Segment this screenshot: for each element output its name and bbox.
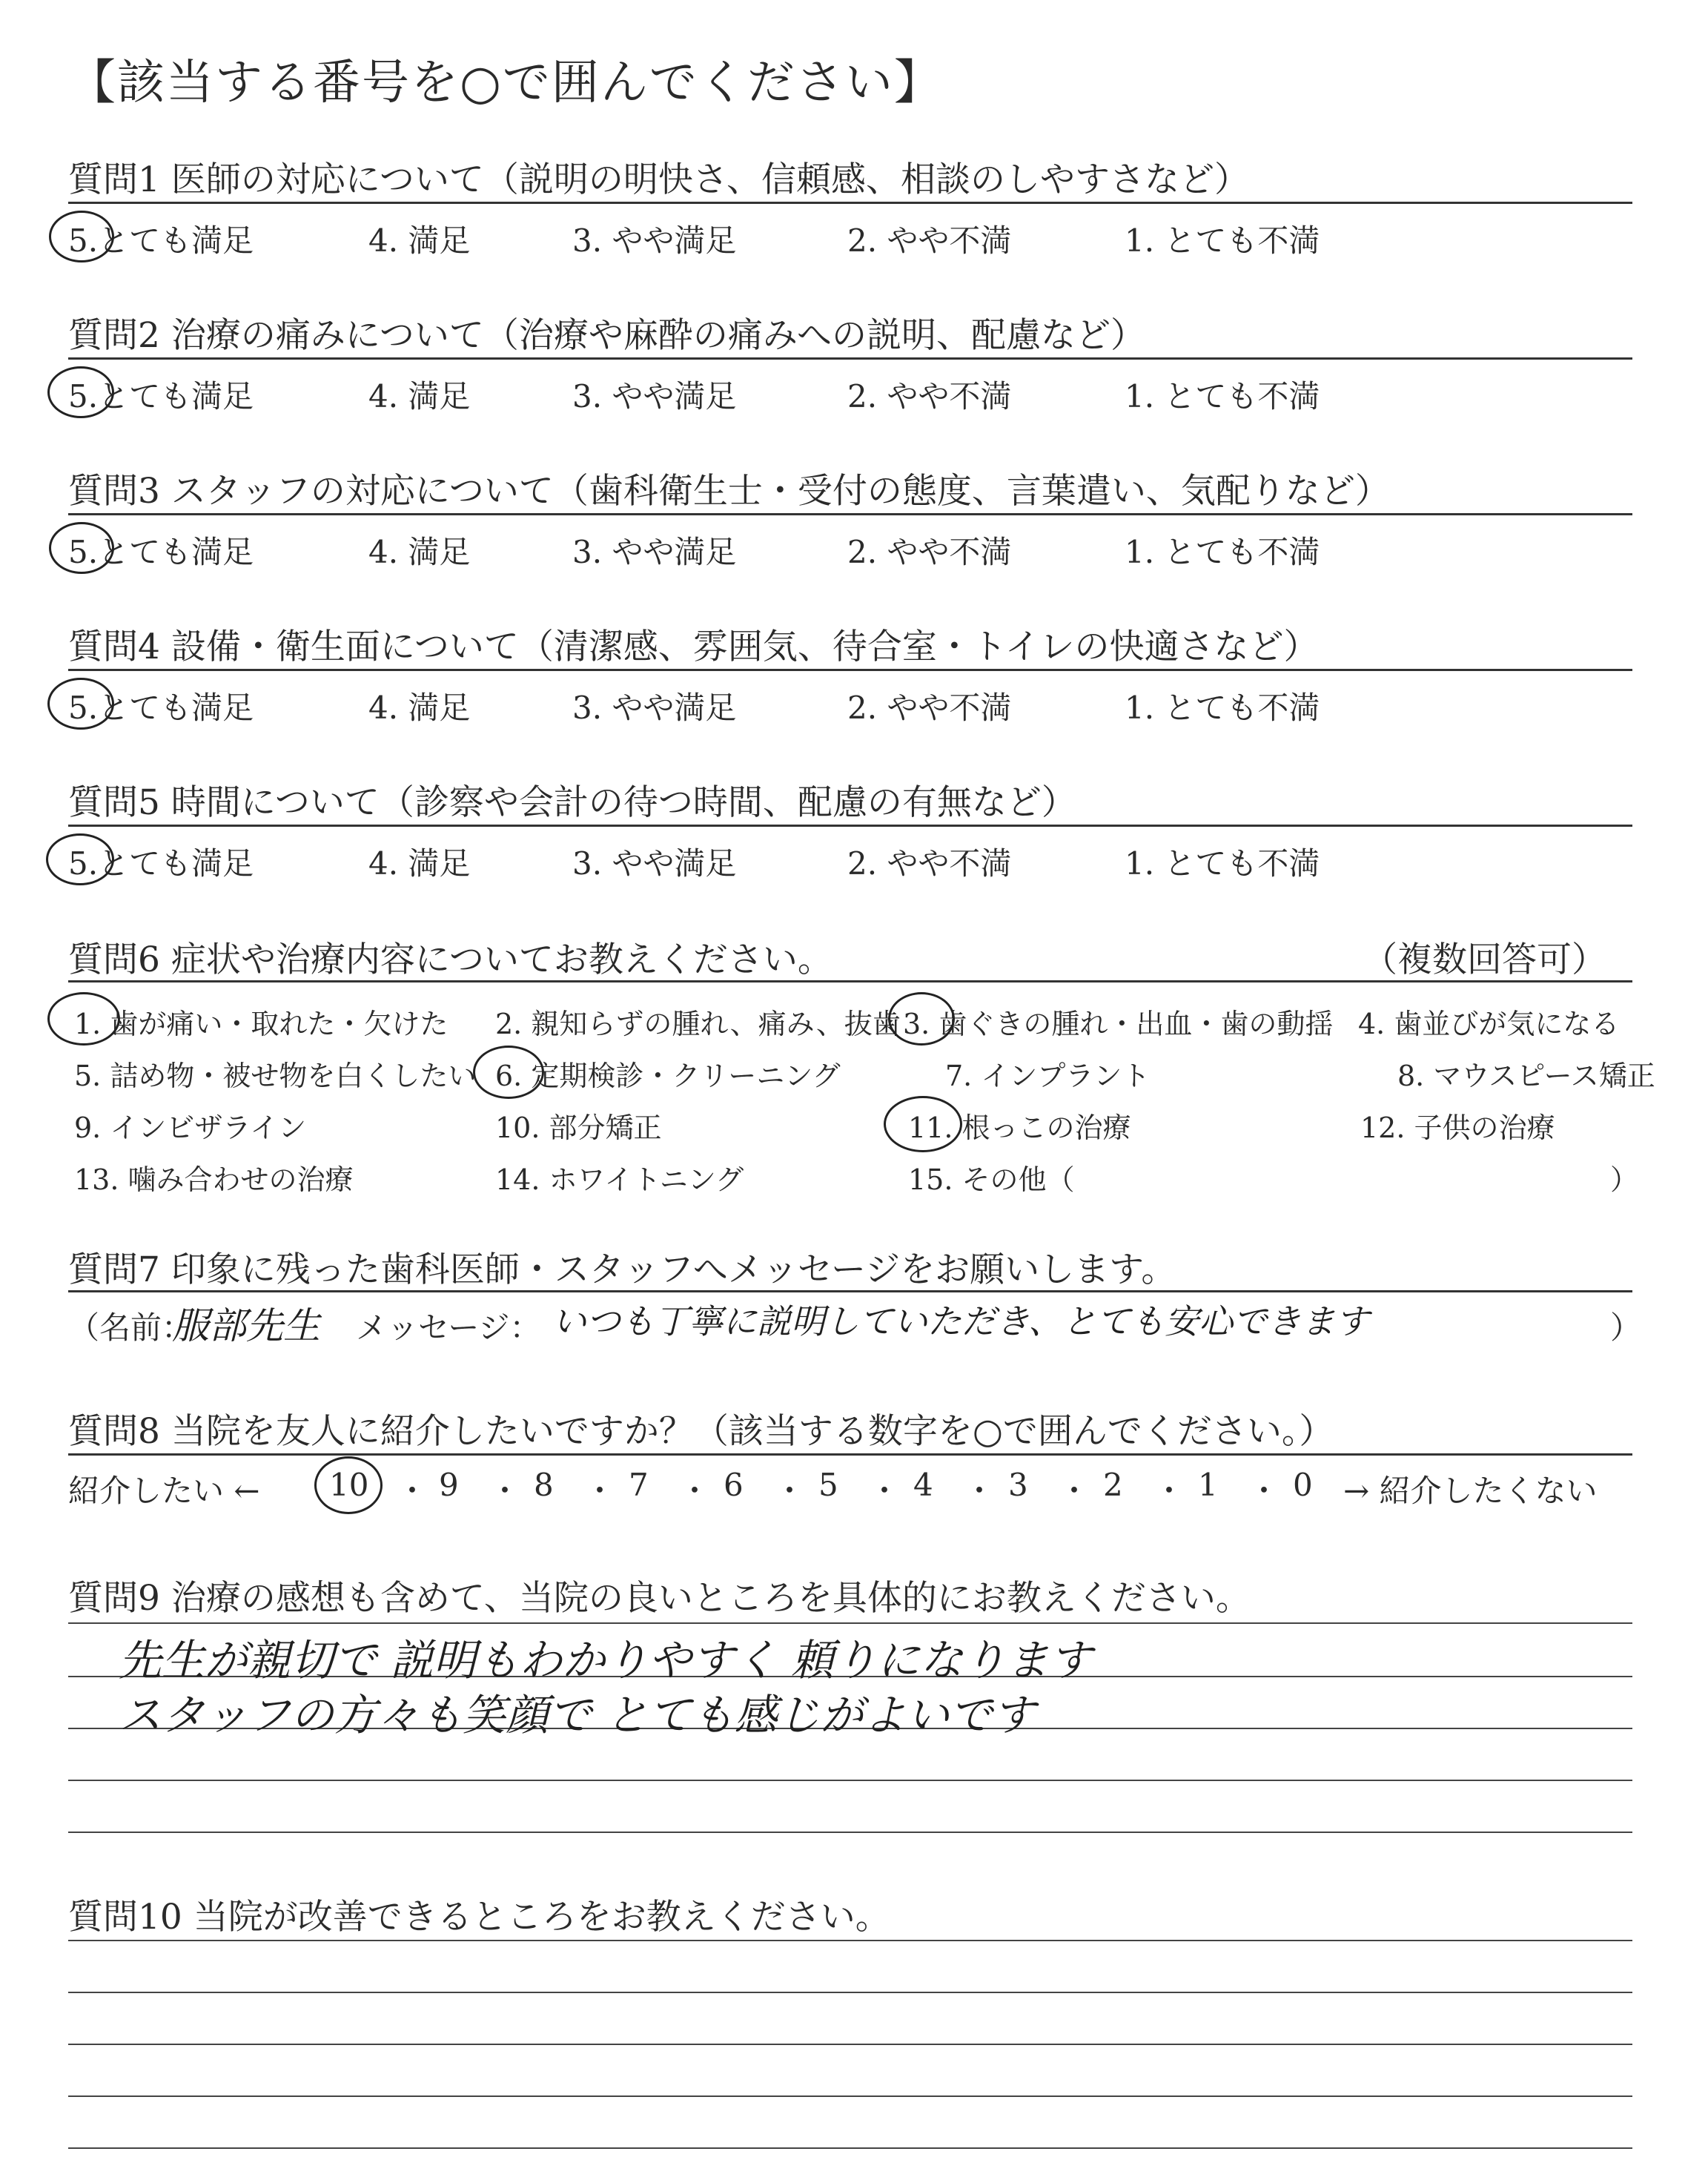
q5-option-4[interactable]: 4. 満足: [368, 845, 471, 882]
q7-name-answer[interactable]: 服部先生: [172, 1304, 320, 1347]
q8-scale-dot: ・: [869, 1473, 901, 1509]
q4-rule: [68, 669, 1632, 671]
q3-option-1[interactable]: 1. とても不満: [1125, 534, 1320, 570]
q3-title: 質問3 スタッフの対応について（歯科衛生士・受付の態度、言葉遣い、気配りなど）: [68, 471, 1390, 512]
q7-message-label: メッセージ：: [356, 1309, 541, 1346]
q8-scale-4[interactable]: 4: [913, 1467, 933, 1503]
q5-option-1[interactable]: 1. とても不満: [1125, 845, 1320, 882]
q6-option-4[interactable]: 4. 歯並びが気になる: [1358, 1008, 1620, 1040]
q6-selection-circle-1: [47, 992, 120, 1046]
q6-option-15-close-paren: ）: [1610, 1163, 1639, 1196]
q8-title: 質問8 当院を友人に紹介したいですか？（該当する数字を○で囲んでください。）: [68, 1411, 1334, 1452]
q6-option-12[interactable]: 12. 子供の治療: [1360, 1112, 1555, 1144]
q6-title: 質問6 症状や治療内容についてお教えください。: [68, 939, 833, 980]
q8-scale-6[interactable]: 6: [724, 1467, 744, 1503]
q6-option-3[interactable]: 3. 歯ぐきの腫れ・出血・歯の動揺: [903, 1008, 1334, 1040]
q2-option-4[interactable]: 4. 満足: [368, 378, 471, 415]
q8-scale-dot: ・: [679, 1473, 711, 1509]
q6-option-9[interactable]: 9. インビザライン: [74, 1112, 307, 1144]
q8-scale-1[interactable]: 1: [1198, 1467, 1218, 1503]
q5-selection-circle: [46, 833, 114, 885]
q8-scale-dot: ・: [1248, 1473, 1280, 1509]
q6-option-5[interactable]: 5. 詰め物・被せ物を白くしたい: [74, 1060, 477, 1092]
q1-rule: [68, 202, 1632, 204]
q2-selection-circle: [47, 366, 114, 418]
q8-scale-8[interactable]: 8: [534, 1467, 554, 1503]
q8-scale-dot: ・: [774, 1473, 806, 1509]
q1-option-1[interactable]: 1. とても不満: [1125, 222, 1320, 259]
q6-option-1[interactable]: 1. 歯が痛い・取れた・欠けた: [74, 1008, 448, 1040]
q4-selection-circle: [47, 678, 114, 730]
q10-line-5[interactable]: [68, 2147, 1632, 2149]
q8-scale-dot: ・: [1059, 1473, 1090, 1509]
q2-option-2[interactable]: 2. やや不満: [847, 378, 1012, 415]
q1-selection-circle: [49, 211, 114, 262]
q9-line-1: [68, 1622, 1632, 1624]
q6-option-14[interactable]: 14. ホワイトニング: [495, 1163, 744, 1196]
q6-option-11[interactable]: 11. 根っこの治療: [908, 1112, 1131, 1144]
q5-option-3[interactable]: 3. やや満足: [572, 845, 737, 882]
q7-name-prefix: （名前：: [68, 1309, 193, 1346]
q8-scale-dot: ・: [584, 1473, 616, 1509]
q1-option-5[interactable]: 5.とても満足: [68, 222, 254, 259]
q6-multiple-answers-note: （複数回答可）: [1363, 939, 1606, 980]
page-heading: 【該当する番号を○で囲んでください】: [68, 56, 943, 110]
q8-left-label: 紹介したい ←: [68, 1473, 260, 1509]
q6-option-6[interactable]: 6. 定期検診・クリーニング: [495, 1060, 841, 1092]
q10-line-4[interactable]: [68, 2095, 1632, 2097]
q2-option-1[interactable]: 1. とても不満: [1125, 378, 1320, 415]
q3-option-4[interactable]: 4. 満足: [368, 534, 471, 570]
q8-right-label: → 紹介したくない: [1343, 1473, 1598, 1509]
q7-message-answer[interactable]: いつも丁寧に説明していただき、とても安心できます: [552, 1301, 1370, 1341]
q8-scale-5[interactable]: 5: [818, 1467, 838, 1503]
q10-line-3[interactable]: [68, 2044, 1632, 2045]
q8-scale-dot: ・: [397, 1473, 428, 1509]
q10-title: 質問10 当院が改善できるところをお教えください。: [68, 1897, 890, 1938]
q6-selection-circle-3: [888, 992, 955, 1046]
q8-scale-7[interactable]: 7: [629, 1467, 649, 1503]
q7-title: 質問7 印象に残った歯科医師・スタッフへメッセージをお願いします。: [68, 1249, 1176, 1290]
q2-option-3[interactable]: 3. やや満足: [572, 378, 737, 415]
q5-rule: [68, 825, 1632, 827]
q8-rule: [68, 1453, 1632, 1456]
q2-rule: [68, 357, 1632, 360]
q3-option-5[interactable]: 5.とても満足: [68, 534, 254, 570]
q8-scale-dot: ・: [1153, 1473, 1185, 1509]
q6-rule: [68, 980, 1632, 982]
q4-option-2[interactable]: 2. やや不満: [847, 690, 1012, 726]
q6-option-8[interactable]: 8. マウスピース矯正: [1397, 1060, 1655, 1092]
q8-scale-9[interactable]: 9: [439, 1467, 459, 1503]
q7-rule: [68, 1290, 1632, 1292]
q8-scale-0[interactable]: 0: [1293, 1467, 1313, 1503]
q9-title: 質問9 治療の感想も含めて、当院の良いところを具体的にお教えください。: [68, 1578, 1251, 1619]
q9-answer-line-2[interactable]: スタッフの方々も笑顔で とても感じがよいです: [119, 1690, 1036, 1740]
q4-option-3[interactable]: 3. やや満足: [572, 690, 737, 726]
q3-rule: [68, 513, 1632, 515]
q5-option-2[interactable]: 2. やや不満: [847, 845, 1012, 882]
q3-option-2[interactable]: 2. やや不満: [847, 534, 1012, 570]
q8-selection-circle: [314, 1456, 383, 1514]
q9-answer-line-1[interactable]: 先生が親切で 説明もわかりやすく 頼りになります: [119, 1635, 1092, 1685]
q1-option-4[interactable]: 4. 満足: [368, 222, 471, 259]
q8-scale-10[interactable]: 10: [329, 1467, 369, 1503]
q3-selection-circle: [49, 522, 114, 574]
q6-option-15[interactable]: 15. その他（: [908, 1163, 1075, 1196]
q9-line-4: [68, 1780, 1632, 1781]
q1-title: 質問1 医師の対応について（説明の明快さ、信頼感、相談のしやすさなど）: [68, 159, 1250, 200]
q7-close-paren: ）: [1610, 1309, 1642, 1346]
q4-option-4[interactable]: 4. 満足: [368, 690, 471, 726]
q6-selection-circle-11: [884, 1096, 962, 1152]
q8-scale-3[interactable]: 3: [1008, 1467, 1028, 1503]
q10-line-1[interactable]: [68, 1940, 1632, 1941]
q6-option-13[interactable]: 13. 噛み合わせの治療: [74, 1163, 354, 1196]
q5-option-5[interactable]: 5.とても満足: [68, 845, 254, 882]
q2-option-5[interactable]: 5.とても満足: [68, 378, 254, 415]
q10-line-2[interactable]: [68, 1992, 1632, 1993]
q5-title: 質問5 時間について（診察や会計の待つ時間、配慮の有無など）: [68, 782, 1076, 823]
q8-scale-dot: ・: [489, 1473, 521, 1509]
q6-option-7[interactable]: 7. インプラント: [945, 1060, 1151, 1092]
q4-option-5[interactable]: 5.とても満足: [68, 690, 254, 726]
q8-scale-2[interactable]: 2: [1103, 1467, 1123, 1503]
q2-title: 質問2 治療の痛みについて（治療や麻酔の痛みへの説明、配慮など）: [68, 315, 1145, 356]
q6-option-10[interactable]: 10. 部分矯正: [495, 1112, 662, 1144]
q1-option-3[interactable]: 3. やや満足: [572, 222, 737, 259]
q4-title: 質問4 設備・衛生面について（清潔感、雰囲気、待合室・トイレの快適さなど）: [68, 627, 1319, 667]
q4-option-1[interactable]: 1. とても不満: [1125, 690, 1320, 726]
q6-option-2[interactable]: 2. 親知らずの腫れ、痛み、抜歯: [495, 1008, 901, 1040]
q9-line-5: [68, 1832, 1632, 1833]
q6-selection-circle-6: [473, 1046, 544, 1099]
q8-scale-dot: ・: [964, 1473, 996, 1509]
q3-option-3[interactable]: 3. やや満足: [572, 534, 737, 570]
q1-option-2[interactable]: 2. やや不満: [847, 222, 1012, 259]
